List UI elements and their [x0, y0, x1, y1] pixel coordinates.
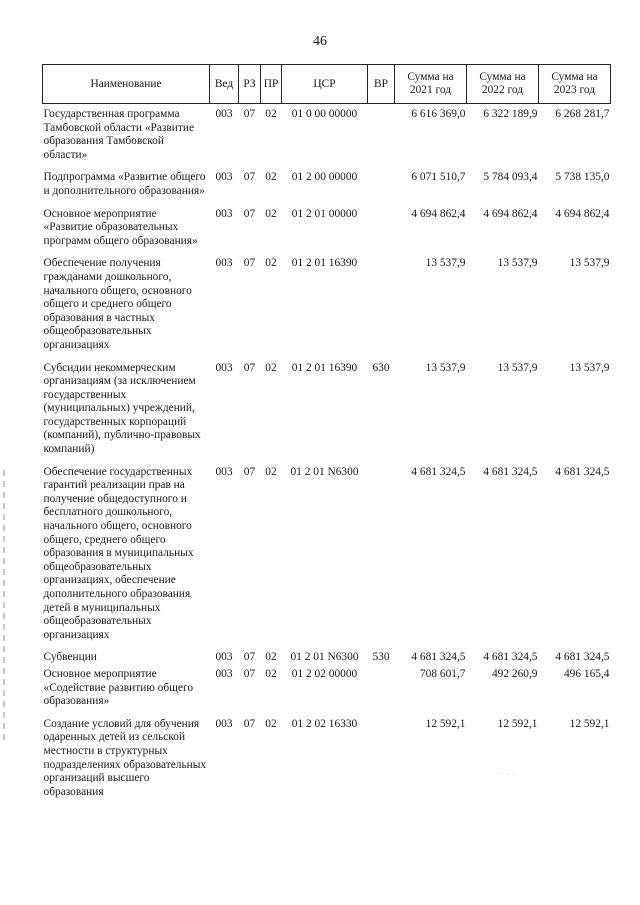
row-vr — [368, 257, 395, 361]
page-number: 46 — [313, 34, 327, 49]
faint-stamp-mark: · · · — [500, 770, 516, 778]
row-pr: 02 — [265, 171, 277, 184]
row-rz: 07 — [243, 257, 256, 270]
table-row — [43, 171, 611, 207]
row-name: Создание условий для обучения одаренных детей из сельской местности в структурных подразделениях образовательных организаций высшего образования — [43, 717, 207, 798]
row-sum-2022: 4 694 862,4 — [483, 207, 538, 220]
row-ved: 003 — [215, 717, 233, 730]
row-sum-2023: 13 537,9 — [569, 257, 610, 270]
row-pr: 02 — [265, 465, 277, 478]
header-name: Наименование — [43, 65, 210, 104]
row-rz: 07 — [243, 171, 256, 184]
row-csr: 01 2 02 00000 — [291, 667, 358, 680]
header-pr: ПР — [261, 65, 282, 104]
row-ved: 003 — [215, 361, 233, 374]
row-rz: 07 — [243, 651, 256, 664]
row-csr: 01 2 02 16330 — [291, 717, 358, 730]
header-csr: ЦСР — [282, 65, 368, 104]
row-vr — [368, 668, 395, 718]
row-sum-2023: 6 268 281,7 — [555, 108, 610, 120]
row-sum-2022: 13 537,9 — [497, 257, 538, 270]
row-pr: 02 — [265, 207, 277, 220]
row-rz: 07 — [243, 361, 256, 374]
table-body — [43, 104, 611, 809]
row-sum-2021: 4 694 862,4 — [411, 207, 466, 220]
row-name: Субсидии некоммерческим организациям (за исключением государственных (муниципальных) учреждений, государственных корпораций (компаний), публично-правовых компаний) — [43, 361, 201, 456]
row-ved: 003 — [215, 465, 233, 478]
margin-scan-artifact — [3, 470, 5, 740]
row-sum-2021: 13 537,9 — [425, 361, 466, 374]
table-row — [43, 466, 611, 652]
header-sum-2022: Сумма на 2022 год — [467, 65, 539, 104]
row-csr: 01 2 01 16390 — [291, 257, 358, 270]
row-ved: 003 — [215, 667, 233, 680]
row-ved: 003 — [215, 257, 233, 270]
row-vr: 630 — [372, 361, 390, 374]
row-sum-2023: 5 738 135,0 — [555, 171, 610, 184]
row-ved: 003 — [215, 171, 233, 184]
row-name: Основное мероприятие «Содействие развитию общего образования» — [43, 667, 194, 708]
row-ved: 003 — [215, 207, 233, 220]
row-sum-2023: 12 592,1 — [569, 717, 610, 730]
row-name: Подпрограмма «Развитие общего и дополнительного образования» — [43, 171, 206, 197]
row-sum-2022: 13 537,9 — [497, 361, 538, 374]
row-vr — [368, 108, 395, 171]
budget-table — [42, 64, 611, 808]
row-vr — [368, 171, 395, 207]
row-sum-2021: 6 071 510,7 — [411, 171, 466, 184]
row-sum-2021: 4 681 324,5 — [411, 651, 466, 664]
row-pr: 02 — [265, 651, 277, 664]
header-ved: Вед — [210, 65, 239, 104]
row-sum-2023: 4 681 324,5 — [555, 651, 610, 664]
row-ved: 003 — [215, 651, 233, 664]
table-row — [43, 108, 611, 171]
row-name: Государственная программа Тамбовской области «Развитие образования Тамбовской области» — [43, 108, 195, 161]
row-rz: 07 — [243, 717, 256, 730]
row-csr: 01 2 01 N6300 — [290, 465, 359, 478]
row-pr: 02 — [265, 257, 277, 270]
row-sum-2022: 5 784 093,4 — [483, 171, 538, 184]
row-pr: 02 — [265, 108, 277, 120]
row-csr: 01 2 01 00000 — [291, 207, 358, 220]
row-rz: 07 — [243, 108, 256, 120]
header-sum-2021: Сумма на 2021 год — [395, 65, 467, 104]
row-name: Обеспечение получения гражданами дошкольного, начального общего, основного общего и среднего общего образования в частных общеобразовательных организациях — [43, 257, 192, 351]
row-sum-2021: 6 616 369,0 — [411, 108, 466, 120]
row-sum-2022: 12 592,1 — [497, 717, 538, 730]
row-rz: 07 — [243, 667, 256, 680]
row-rz: 07 — [243, 465, 256, 478]
row-name: Обеспечение государственных гарантий реализации прав на получение общедоступного и бесплатного дошкольного, начального общего, основного общего, среднего общего образования в муниципальных общеобразовательных организациях, обеспечение дополнительного образования детей в муниципальных общеобразовательных организациях — [43, 465, 194, 641]
row-csr: 01 2 01 N6300 — [290, 651, 359, 664]
row-sum-2023: 496 165,4 — [563, 667, 610, 680]
row-csr: 01 2 00 00000 — [291, 171, 358, 184]
row-pr: 02 — [265, 667, 277, 680]
row-sum-2023: 13 537,9 — [569, 361, 610, 374]
row-vr — [368, 718, 395, 809]
table-header-row — [43, 65, 611, 104]
row-sum-2021: 13 537,9 — [425, 257, 466, 270]
row-ved: 003 — [215, 108, 233, 120]
row-csr: 01 2 01 16390 — [291, 361, 358, 374]
table-row — [43, 651, 611, 668]
row-name: Субвенции — [43, 651, 97, 664]
header-sum-2023: Сумма на 2023 год — [539, 65, 611, 104]
row-vr: 530 — [372, 651, 390, 664]
row-sum-2022: 4 681 324,5 — [483, 651, 538, 664]
row-sum-2021: 4 681 324,5 — [411, 465, 466, 478]
table-row — [43, 668, 611, 718]
row-csr: 01 0 00 00000 — [291, 108, 358, 120]
table-row — [43, 718, 611, 809]
row-rz: 07 — [243, 207, 256, 220]
header-rz: РЗ — [239, 65, 261, 104]
row-pr: 02 — [265, 361, 277, 374]
row-sum-2021: 12 592,1 — [425, 717, 466, 730]
row-sum-2022: 6 322 189,9 — [483, 108, 538, 120]
row-sum-2021: 708 601,7 — [419, 667, 466, 680]
row-sum-2023: 4 694 862,4 — [555, 207, 610, 220]
table-row — [43, 257, 611, 361]
row-vr — [368, 208, 395, 258]
row-sum-2022: 492 260,9 — [491, 667, 538, 680]
row-sum-2022: 4 681 324,5 — [483, 465, 538, 478]
table-row — [43, 208, 611, 258]
table-row — [43, 362, 611, 466]
header-vr: ВР — [368, 65, 395, 104]
row-vr — [368, 466, 395, 652]
row-name: Основное мероприятие «Развитие образовательных программ общего образования» — [43, 207, 198, 247]
row-pr: 02 — [265, 717, 277, 730]
row-sum-2023: 4 681 324,5 — [555, 465, 610, 478]
